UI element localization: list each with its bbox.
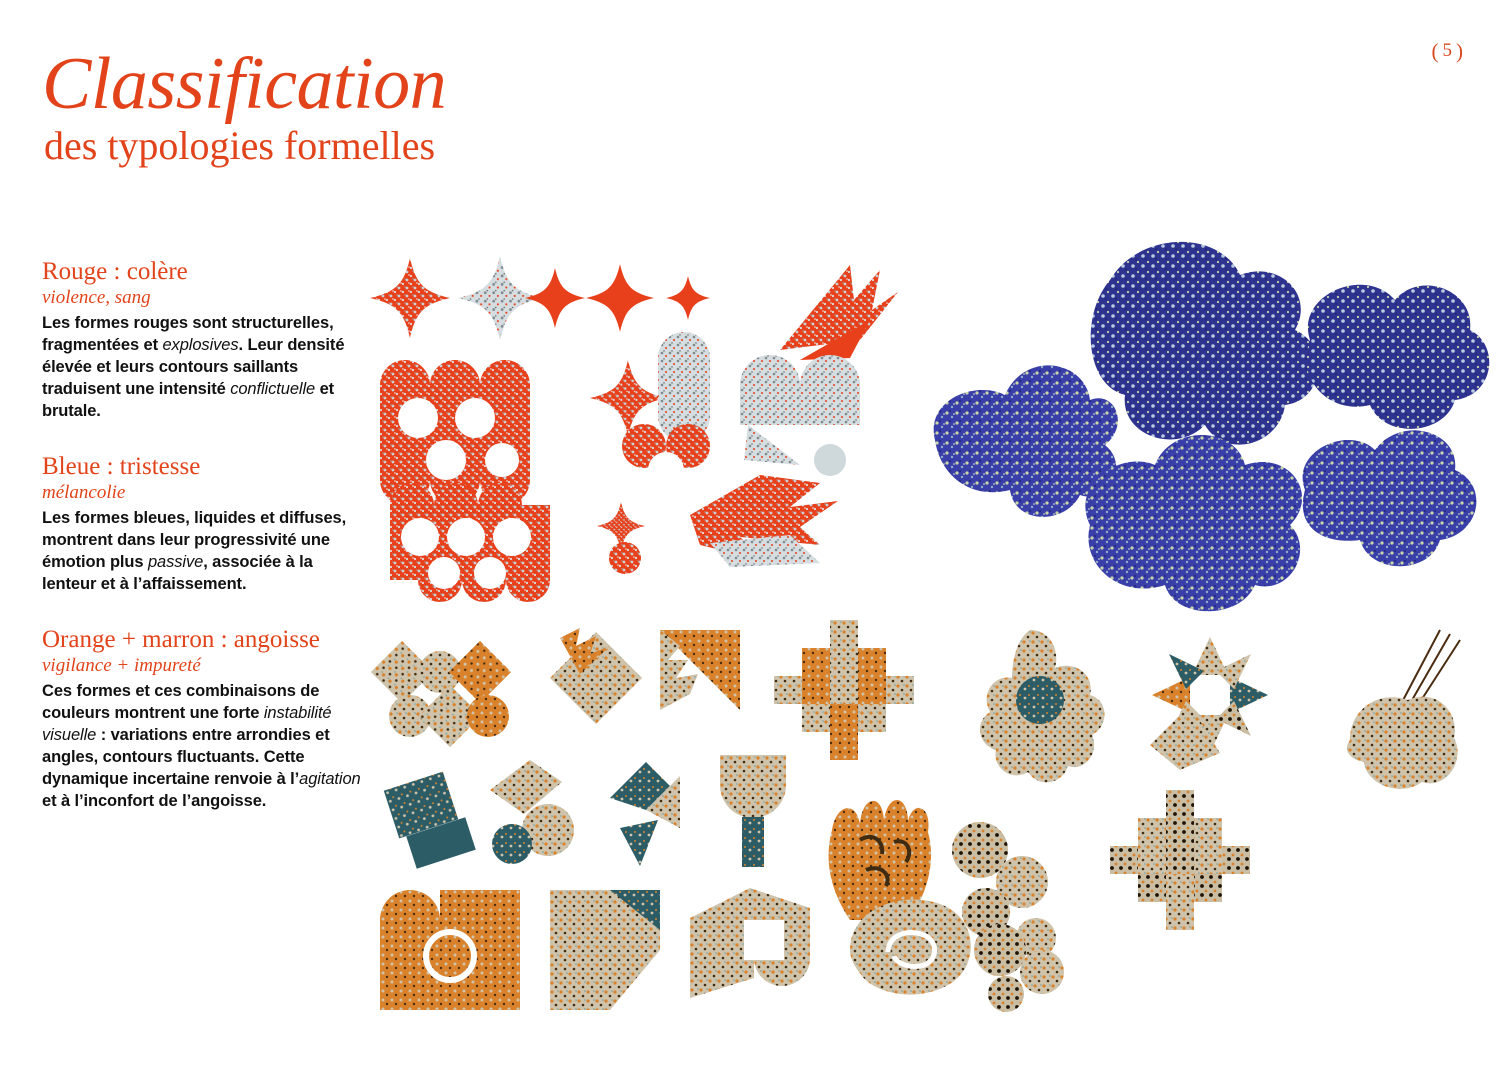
section-orange-marron-subheading: vigilance + impureté [42,654,201,676]
orange-brown-cluster [370,620,1480,1020]
page-title [42,43,742,168]
title-subtitle: des typologies formelles [44,122,436,168]
section-bleue-subheading: mélancolie [42,481,126,503]
blue-blob-cluster [930,240,1480,620]
section-bleue-body: Les formes bleues, liquides et diffuses, montrent dans leur progressivité une émotion plus passive, associée à la lenteur et à l’affaissement. [42,509,347,594]
text-column [42,258,362,843]
section-orange-marron-heading: Orange + marron : angoisse [42,626,320,654]
artwork-area [370,240,1480,1030]
red-star-cluster [370,250,950,600]
section-rouge-heading: Rouge : colère [42,258,188,285]
page-number-value: 5 [1442,40,1453,61]
section-bleue-heading: Bleue : tristesse [42,453,201,481]
page-number-paren-left: ( [1431,38,1440,63]
title-main: Classification [42,43,447,125]
section-orange-marron-body: Ces formes et ces combinaisons de couleurs montrent une forte instabilité visuelle : variations entre arrondies et angles, contours fluctuants. Cette dynamique incertaine renvoie à l’agitation et à l’inconfort de l’angoisse. [42,682,361,811]
section-rouge-subheading: violence, sang [42,286,151,308]
page-number-paren-right: ) [1456,38,1464,63]
section-rouge [42,258,362,423]
section-orange-marron [42,626,362,813]
page-number [1432,40,1465,62]
section-bleue [42,453,362,596]
section-rouge-body: Les formes rouges sont structurelles, fragmentées et explosives. Leur densité élevée et leurs contours saillants traduisent une intensité conflictuelle et brutale. [42,314,345,421]
